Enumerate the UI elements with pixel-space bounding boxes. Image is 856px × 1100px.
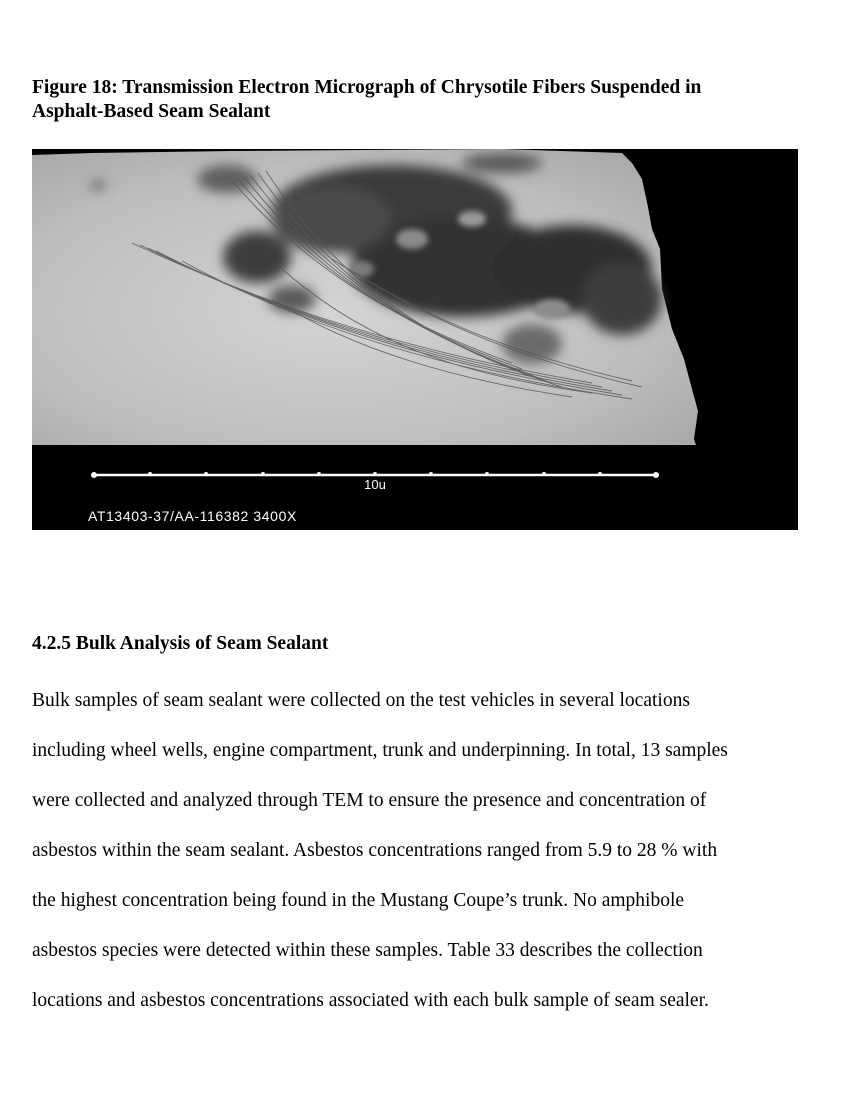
scale-bar-label: 10u [364,477,386,492]
section-heading: 4.2.5 Bulk Analysis of Seam Sealant [32,633,329,654]
paragraph-line: locations and asbestos concentrations associated with each bulk sample of seam sealer. [32,990,709,1011]
paragraph-line: Bulk samples of seam sealant were collected on the test vehicles in several locations [32,690,690,711]
paragraph-line: asbestos species were detected within these samples. Table 33 describes the collection [32,940,703,961]
section-paragraph [32,676,832,1026]
paragraph-line: were collected and analyzed through TEM to ensure the presence and concentration of [32,790,707,811]
figure-caption [32,76,822,124]
paragraph-line: including wheel wells, engine compartment, trunk and underpinning. In total, 13 samples [32,740,728,761]
paragraph-line: asbestos within the seam sealant. Asbestos concentrations ranged from 5.9 to 28 % with [32,840,718,861]
paragraph-line: the highest concentration being found in the Mustang Coupe’s trunk. No amphibole [32,890,685,911]
specimen-label: AT13403-37/AA-116382 3400X [88,508,297,524]
figure-caption-line-1: Figure 18: Transmission Electron Micrograph of Chrysotile Fibers Suspended in [32,77,702,98]
electron-micrograph-image [32,149,798,530]
figure-caption-line-2: Asphalt-Based Seam Sealant [32,101,271,122]
